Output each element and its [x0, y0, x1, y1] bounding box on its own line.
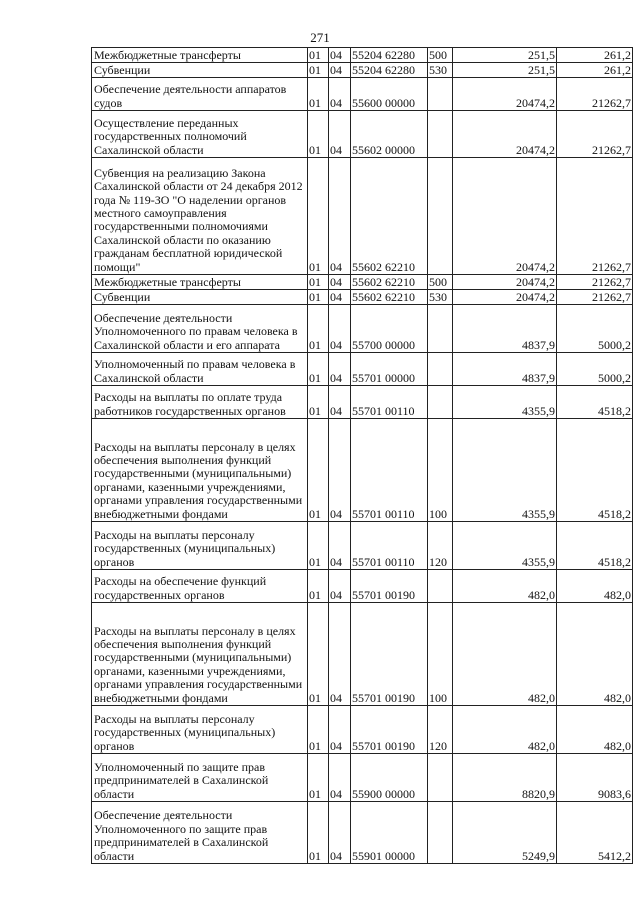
- row-amount-2: 9083,6: [557, 754, 633, 802]
- row-section: 01: [308, 706, 329, 754]
- row-section: 01: [308, 570, 329, 603]
- row-amount-1: 8820,9: [453, 754, 557, 802]
- row-name: Субвенции: [92, 290, 308, 305]
- table-row: [92, 111, 633, 158]
- table-body: [92, 48, 633, 864]
- row-expense-type: [428, 158, 453, 275]
- row-amount-1: 482,0: [453, 570, 557, 603]
- row-name: Расходы на выплаты по оплате труда работников государственных органов: [92, 386, 308, 419]
- row-section: 01: [308, 48, 329, 63]
- table-row: [92, 305, 633, 353]
- row-section: 01: [308, 603, 329, 706]
- row-target-article: 55701 00110: [351, 419, 428, 522]
- row-amount-1: 482,0: [453, 603, 557, 706]
- page-number: 271: [310, 30, 330, 45]
- row-expense-type: [428, 754, 453, 802]
- row-target-article: 55701 00110: [351, 386, 428, 419]
- row-subsection: 04: [329, 290, 351, 305]
- row-amount-2: 21262,7: [557, 78, 633, 111]
- table-row: [92, 522, 633, 570]
- row-subsection: 04: [329, 63, 351, 78]
- row-section: 01: [308, 290, 329, 305]
- row-section: 01: [308, 386, 329, 419]
- row-name: Межбюджетные трансферты: [92, 48, 308, 63]
- row-section: 01: [308, 78, 329, 111]
- row-target-article: 55900 00000: [351, 754, 428, 802]
- row-target-article: 55701 00110: [351, 522, 428, 570]
- row-amount-2: 21262,7: [557, 111, 633, 158]
- row-target-article: 55700 00000: [351, 305, 428, 353]
- row-target-article: 55602 62210: [351, 275, 428, 290]
- row-amount-1: 4355,9: [453, 419, 557, 522]
- row-amount-1: 482,0: [453, 706, 557, 754]
- table-row: [92, 290, 633, 305]
- row-amount-1: 4837,9: [453, 305, 557, 353]
- row-name: Расходы на выплаты персоналу в целях обеспечения выполнения функций государственными (муниципальными) органами, казенными учреждениями, органами управления государственными внебюджетными фондами: [92, 603, 308, 706]
- row-subsection: 04: [329, 603, 351, 706]
- table-row: [92, 570, 633, 603]
- row-target-article: 55204 62280: [351, 48, 428, 63]
- row-expense-type: [428, 78, 453, 111]
- row-amount-1: 20474,2: [453, 78, 557, 111]
- row-expense-type: 120: [428, 706, 453, 754]
- row-name: Уполномоченный по правам человека в Сахалинской области: [92, 353, 308, 386]
- row-section: 01: [308, 802, 329, 864]
- row-expense-type: 530: [428, 63, 453, 78]
- row-target-article: 55901 00000: [351, 802, 428, 864]
- row-amount-2: 5412,2: [557, 802, 633, 864]
- table-row: [92, 386, 633, 419]
- row-name: Субвенции: [92, 63, 308, 78]
- row-amount-1: 20474,2: [453, 158, 557, 275]
- table-row: [92, 78, 633, 111]
- row-amount-2: 4518,2: [557, 386, 633, 419]
- table-row: [92, 754, 633, 802]
- row-amount-1: 251,5: [453, 63, 557, 78]
- row-section: 01: [308, 754, 329, 802]
- row-target-article: 55701 00190: [351, 603, 428, 706]
- row-amount-2: 4518,2: [557, 522, 633, 570]
- row-name: Субвенция на реализацию Закона Сахалинской области от 24 декабря 2012 года № 119-ЗО "О наделении органов местного самоуправления государственными полномочиями Сахалинской области по оказанию гражданам бесплатной юридической помощи": [92, 158, 308, 275]
- row-amount-2: 482,0: [557, 570, 633, 603]
- budget-table: [91, 47, 633, 864]
- row-expense-type: 500: [428, 275, 453, 290]
- row-expense-type: 100: [428, 603, 453, 706]
- row-expense-type: [428, 305, 453, 353]
- row-section: 01: [308, 158, 329, 275]
- row-amount-2: 4518,2: [557, 419, 633, 522]
- row-name: Расходы на обеспечение функций государственных органов: [92, 570, 308, 603]
- row-amount-2: 21262,7: [557, 158, 633, 275]
- row-amount-2: 482,0: [557, 603, 633, 706]
- row-name: Расходы на выплаты персоналу государственных (муниципальных) органов: [92, 522, 308, 570]
- row-subsection: 04: [329, 754, 351, 802]
- row-section: 01: [308, 275, 329, 290]
- row-name: Осуществление переданных государственных полномочий Сахалинской области: [92, 111, 308, 158]
- row-subsection: 04: [329, 706, 351, 754]
- row-amount-1: 4355,9: [453, 386, 557, 419]
- row-target-article: 55701 00190: [351, 706, 428, 754]
- row-amount-1: 5249,9: [453, 802, 557, 864]
- row-expense-type: [428, 802, 453, 864]
- row-section: 01: [308, 111, 329, 158]
- row-name: Уполномоченный по защите прав предпринимателей в Сахалинской области: [92, 754, 308, 802]
- row-subsection: 04: [329, 305, 351, 353]
- row-name: Обеспечение деятельности Уполномоченного по защите прав предпринимателей в Сахалинской области: [92, 802, 308, 864]
- row-subsection: 04: [329, 419, 351, 522]
- row-amount-1: 20474,2: [453, 275, 557, 290]
- row-amount-2: 261,2: [557, 63, 633, 78]
- table-row: [92, 63, 633, 78]
- row-section: 01: [308, 63, 329, 78]
- row-amount-1: 4355,9: [453, 522, 557, 570]
- table-row: [92, 353, 633, 386]
- row-expense-type: [428, 386, 453, 419]
- row-target-article: 55602 00000: [351, 111, 428, 158]
- row-amount-1: 20474,2: [453, 111, 557, 158]
- row-section: 01: [308, 419, 329, 522]
- row-amount-2: 261,2: [557, 48, 633, 63]
- row-subsection: 04: [329, 48, 351, 63]
- row-subsection: 04: [329, 78, 351, 111]
- row-name: Обеспечение деятельности аппаратов судов: [92, 78, 308, 111]
- row-subsection: 04: [329, 570, 351, 603]
- row-name: Межбюджетные трансферты: [92, 275, 308, 290]
- row-section: 01: [308, 522, 329, 570]
- row-amount-2: 5000,2: [557, 353, 633, 386]
- row-subsection: 04: [329, 522, 351, 570]
- row-subsection: 04: [329, 802, 351, 864]
- row-name: Обеспечение деятельности Уполномоченного по правам человека в Сахалинской области и его аппарата: [92, 305, 308, 353]
- row-amount-2: 5000,2: [557, 305, 633, 353]
- row-amount-1: 251,5: [453, 48, 557, 63]
- table-row: [92, 419, 633, 522]
- row-expense-type: 120: [428, 522, 453, 570]
- row-amount-1: 20474,2: [453, 290, 557, 305]
- row-subsection: 04: [329, 275, 351, 290]
- row-target-article: 55602 62210: [351, 290, 428, 305]
- row-subsection: 04: [329, 158, 351, 275]
- table-row: [92, 603, 633, 706]
- table-row: [92, 158, 633, 275]
- table-row: [92, 48, 633, 63]
- row-target-article: 55602 62210: [351, 158, 428, 275]
- row-subsection: 04: [329, 353, 351, 386]
- row-subsection: 04: [329, 386, 351, 419]
- row-name: Расходы на выплаты персоналу государственных (муниципальных) органов: [92, 706, 308, 754]
- row-name: Расходы на выплаты персоналу в целях обеспечения выполнения функций государственными (муниципальными) органами, казенными учреждениями, органами управления государственными внебюджетными фондами: [92, 419, 308, 522]
- table-row: [92, 706, 633, 754]
- row-target-article: 55204 62280: [351, 63, 428, 78]
- row-target-article: 55701 00190: [351, 570, 428, 603]
- row-amount-1: 4837,9: [453, 353, 557, 386]
- row-expense-type: [428, 353, 453, 386]
- row-amount-2: 21262,7: [557, 290, 633, 305]
- row-amount-2: 482,0: [557, 706, 633, 754]
- row-target-article: 55701 00000: [351, 353, 428, 386]
- row-expense-type: [428, 111, 453, 158]
- row-amount-2: 21262,7: [557, 275, 633, 290]
- row-expense-type: 500: [428, 48, 453, 63]
- table-row: [92, 275, 633, 290]
- row-target-article: 55600 00000: [351, 78, 428, 111]
- row-subsection: 04: [329, 111, 351, 158]
- row-expense-type: [428, 570, 453, 603]
- table-row: [92, 802, 633, 864]
- row-expense-type: 530: [428, 290, 453, 305]
- row-section: 01: [308, 305, 329, 353]
- row-section: 01: [308, 353, 329, 386]
- row-expense-type: 100: [428, 419, 453, 522]
